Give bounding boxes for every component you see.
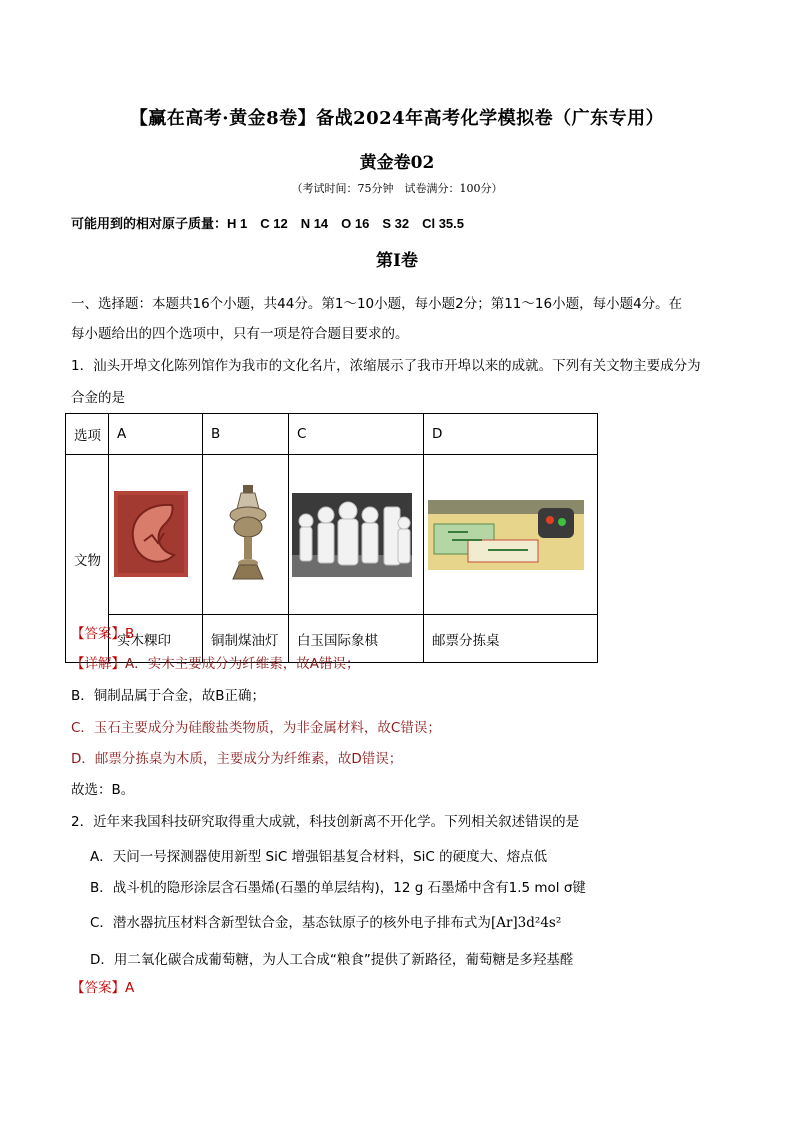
- chess-image: [292, 493, 412, 577]
- q1-detail-a: [71, 654, 359, 674]
- lamp-image: [211, 483, 285, 587]
- q2-stem: 2．近年来我国科技研究取得重大成就，科技创新离不开化学。下列相关叙述错误的是: [71, 814, 580, 830]
- q1-options-table: [65, 413, 598, 663]
- table-cell: C: [289, 414, 424, 455]
- q1-detail-b: B．铜制品属于合金，故B正确；: [71, 688, 266, 704]
- paper-title: 【赢在高考·黄金8卷】备战2024年高考化学模拟卷（广东专用）: [129, 108, 665, 129]
- option-c-text: C．潜水器抗压材料含新型钛合金，基态钛原子的核外电子排布式为: [90, 915, 491, 931]
- table-header-row: [66, 414, 598, 455]
- paper-subtitle: 黄金卷02: [359, 153, 435, 173]
- q1-answer: 【答案】B: [71, 626, 135, 642]
- table-cell: B: [203, 414, 289, 455]
- q2-option-b: B．战斗机的隐形涂层含石墨烯(石墨的单层结构)，12 g 石墨烯中含有1.5 mol σ键: [90, 880, 586, 896]
- section-instructions-line1: 一、选择题：本题共16个小题，共44分。第1～10小题，每小题2分；第11～16小题，每小题4分。在: [71, 296, 683, 312]
- row-label: 文物: [66, 455, 109, 663]
- stamp-table-image: [428, 500, 584, 570]
- table-cell: 选项: [66, 414, 109, 455]
- q1-choose: 故选：B。: [71, 782, 135, 798]
- q1-stem-line2: 合金的是: [71, 390, 125, 406]
- table-cell: 邮票分拣桌: [424, 615, 598, 663]
- table-cell: [109, 455, 203, 615]
- q2-option-d: D．用二氧化碳合成葡萄糖，为人工合成“粮食”提供了新路径，葡萄糖是多羟基醛: [90, 952, 574, 968]
- volume-heading: 第Ⅰ卷: [376, 251, 418, 271]
- table-row: [66, 455, 598, 615]
- q2-answer: 【答案】A: [71, 980, 135, 996]
- option-c-formula: [Ar]3d²4s²: [490, 915, 562, 931]
- table-cell: [289, 455, 424, 615]
- table-cell: 铜制煤油灯: [203, 615, 289, 663]
- seal-image: [114, 485, 202, 585]
- exam-note: （考试时间：75分钟 试卷满分：100分）: [291, 182, 503, 195]
- detail-a-text: A．实木主要成分为纤维素，故A错误；: [125, 656, 360, 672]
- q1-detail-c: C．玉石主要成分为硅酸盐类物质，为非金属材料，故C错误；: [71, 720, 441, 736]
- table-cell: D: [424, 414, 598, 455]
- q1-stem-line1: 1．汕头开埠文化陈列馆作为我市的文化名片，浓缩展示了我市开埠以来的成就。下列有关文物主要成分为: [71, 358, 701, 374]
- atomic-masses: 可能用到的相对原子质量：H 1 C 12 N 14 O 16 S 32 Cl 35.5: [71, 216, 464, 231]
- table-cell: 白玉国际象棋: [289, 615, 424, 663]
- table-cell: [424, 455, 598, 615]
- section-instructions-line2: 每小题给出的四个选项中，只有一项是符合题目要求的。: [71, 326, 409, 342]
- table-cell: A: [109, 414, 203, 455]
- q2-option-a: A．天问一号探测器使用新型 SiC 增强铝基复合材料，SiC 的硬度大、熔点低: [90, 849, 548, 865]
- detail-tag: 【详解】: [71, 656, 125, 672]
- q2-option-c: [90, 911, 561, 931]
- table-cell: 实木粿印: [109, 615, 203, 663]
- q1-detail-d: D．邮票分拣桌为木质，主要成分为纤维素，故D错误；: [71, 751, 403, 767]
- table-cell: [203, 455, 289, 615]
